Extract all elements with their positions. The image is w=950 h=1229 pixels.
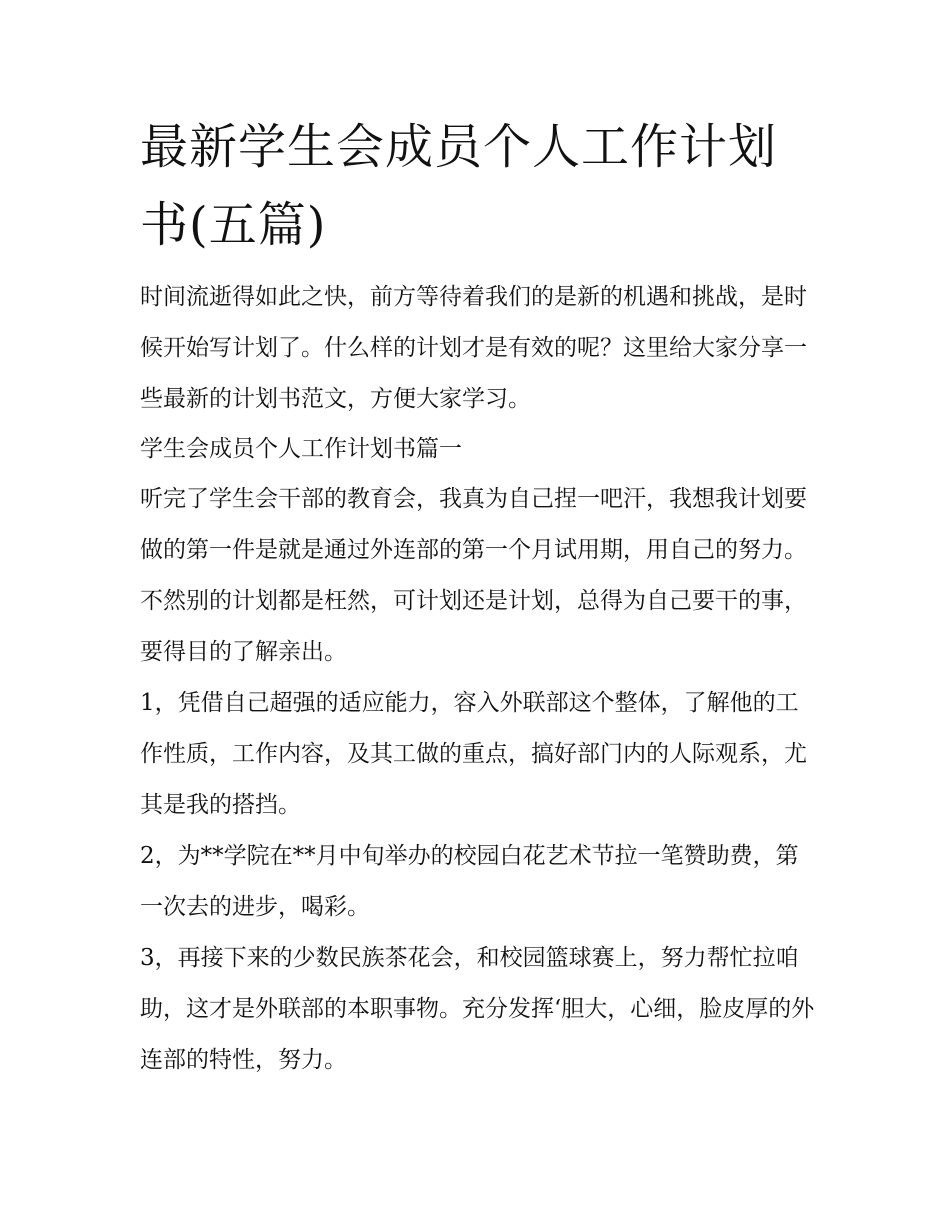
section-heading: 学生会成员个人工作计划书篇一	[140, 436, 462, 462]
intro-paragraph: 时间流逝得如此之快，前方等待着我们的是新的机遇和挑战，是时候开始写计划了。什么样的计划才是有效的呢？这里给大家分享一些最新的计划书范文，方便大家学习。	[140, 284, 807, 412]
list-item-1: 1，凭借自己超强的适应能力，容入外联部这个整体，了解他的工作性质，工作内容，及其工做的重点，搞好部门内的人际观系，尤其是我的搭挡。	[140, 690, 807, 818]
document-body	[140, 272, 820, 1086]
list-item-2: 2，为**学院在**月中旬举办的校园白花艺术节拉一笔赞助费，第一次去的进步，喝彩。	[140, 843, 799, 920]
list-item-3: 3，再接下来的少数民族茶花会，和校园篮球赛上，努力帮忙拉咱助，这才是外联部的本职事物。充分发挥‘胆大，心细，脸皮厚的外连部的特性，努力。	[140, 945, 815, 1073]
document-page	[140, 108, 820, 1086]
body-paragraph: 听完了学生会干部的教育会，我真为自己捏一吧汗，我想我计划要做的第一件是就是通过外连部的第一个月试用期，用自己的努力。不然别的计划都是枉然，可计划还是计划，总得为自己要干的事，要得目的了解亲出。	[140, 486, 807, 665]
document-title: 最新学生会成员个人工作计划书(五篇)	[140, 119, 778, 253]
